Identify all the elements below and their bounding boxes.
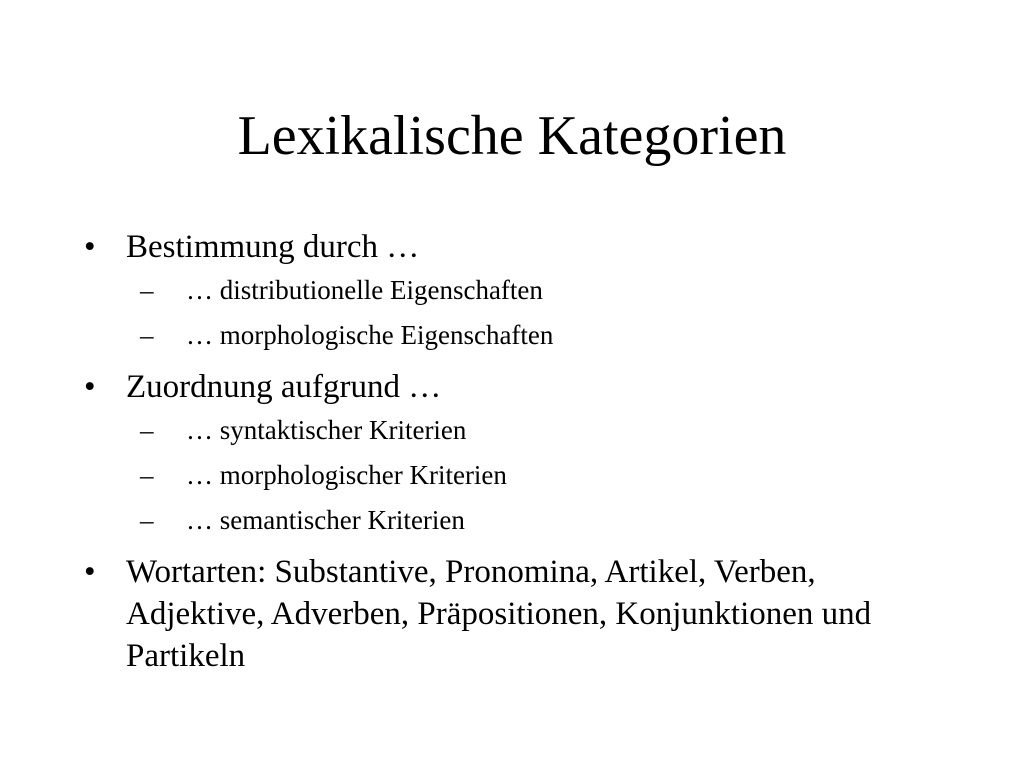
dash-icon: – [140,320,154,350]
sub-list-item [140,408,944,453]
sub-list [84,408,944,543]
sub-list-item-text: … distributionelle Eigenschaften [186,275,543,305]
bullet-icon: • [84,229,96,265]
sub-list-item-text: … semantischer Kriterien [186,505,465,535]
sub-list-item-text: … morphologischer Kriterien [186,460,507,490]
sub-list-item-text: … morphologische Eigenschaften [186,320,554,350]
dash-icon: – [140,460,154,490]
slide-title: Lexikalische Kategorien [237,105,787,167]
list-item [84,226,944,268]
dash-icon: – [140,415,154,445]
sub-list-item [140,313,944,358]
sub-list-item-text: … syntaktischer Kriterien [186,415,467,445]
sub-list-item [140,498,944,543]
dash-icon: – [140,275,154,305]
bullet-icon: • [84,369,96,405]
list-item-text: Bestimmung durch … [126,229,420,265]
list-item-text: Wortarten: Substantive, Pronomina, Artikel, Verben, Adjektive, Adverben, Präpositionen, Konjunktionen und Partikeln [126,554,872,674]
dash-icon: – [140,505,154,535]
bullet-list [84,226,944,677]
sub-list [84,268,944,358]
list-item [84,366,944,408]
sub-list-item [140,268,944,313]
sub-list-item [140,453,944,498]
list-item-text: Zuordnung aufgrund … [126,369,442,405]
bullet-icon: • [84,554,96,590]
list-item [84,551,944,677]
